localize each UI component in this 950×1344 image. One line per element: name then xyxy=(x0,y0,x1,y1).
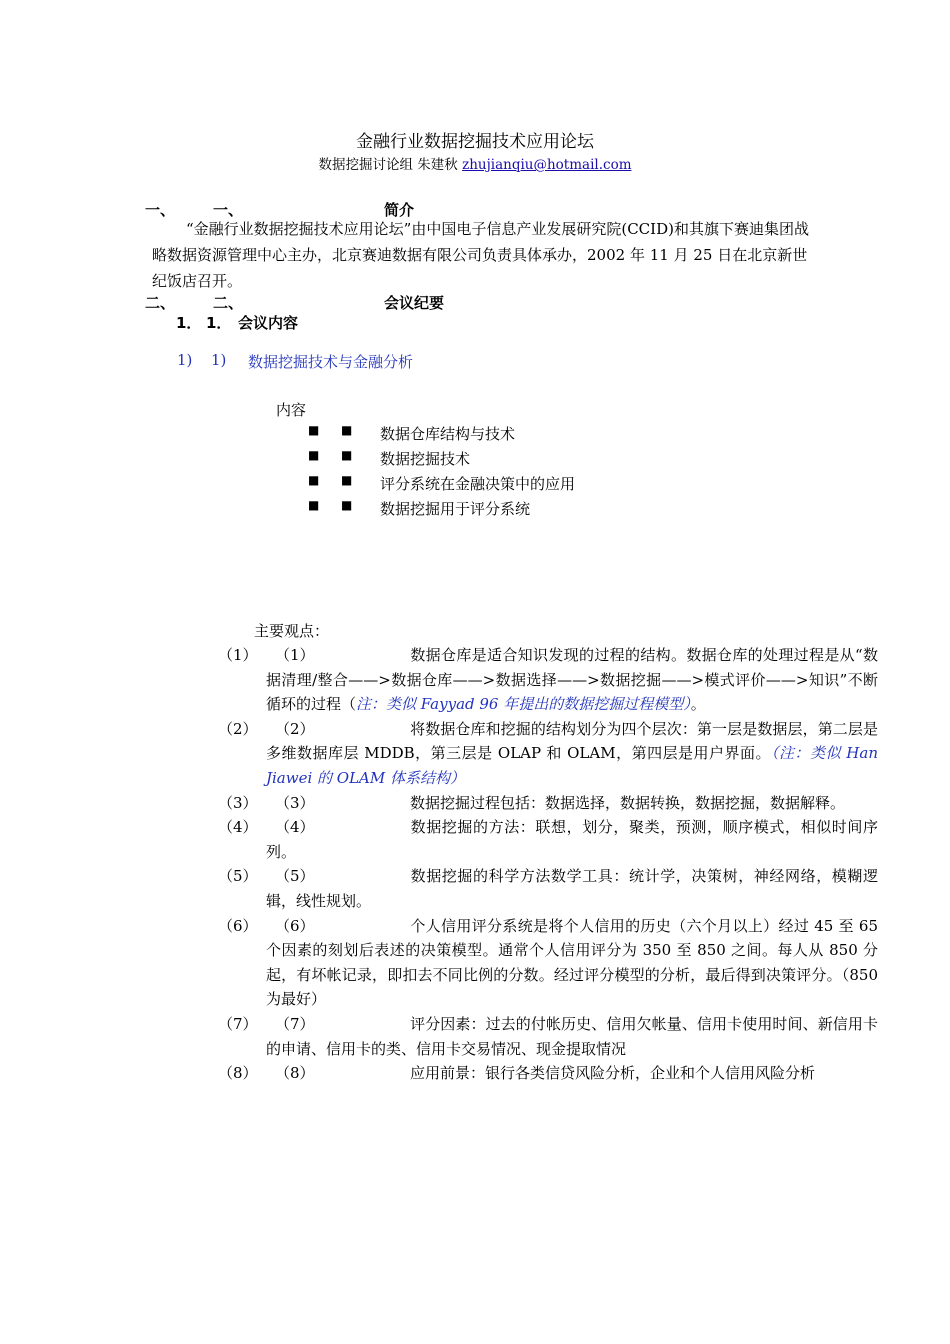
list-item xyxy=(218,1012,878,1061)
list-item xyxy=(218,815,878,864)
author-line: 数据挖掘讨论组 朱建秋 xyxy=(318,157,458,173)
document-subtitle xyxy=(0,153,950,173)
point-text: 评分因素：过去的付帐历史、信用欠帐量、信用卡使用时间、新信用卡的申请、信用卡的类、信用卡交易情况、现金提取情况 xyxy=(266,1014,878,1058)
point-number-a: （8） xyxy=(218,1064,258,1083)
list-item xyxy=(218,791,878,816)
point-number-a: （6） xyxy=(218,916,258,935)
point-number-a: （3） xyxy=(218,793,258,812)
topic-number-b: 1) xyxy=(211,351,227,369)
section-1-number-a: 一、 xyxy=(145,201,176,219)
author-email-link[interactable]: zhujianqiu@hotmail.com xyxy=(462,157,632,173)
point-text: 数据挖掘过程包括：数据选择，数据转换，数据挖掘，数据解释。 xyxy=(410,793,846,812)
point-tail: 。 xyxy=(690,695,706,714)
list-item xyxy=(308,448,575,473)
section-2-heading: 会议纪要 xyxy=(384,294,445,312)
subsection-heading: 会议内容 xyxy=(238,314,299,332)
point-note: （注：类似 Han Jiawei 的 OLAM 体系结构） xyxy=(266,744,878,787)
section-2-number-a: 二、 xyxy=(145,294,176,312)
list-item xyxy=(218,864,878,913)
section-1-number-b: 一、 xyxy=(213,201,244,219)
point-number-a: （7） xyxy=(218,1014,258,1033)
bullet-list xyxy=(308,423,575,523)
point-number-b: （8） xyxy=(275,1064,315,1083)
bullet-square-icon: ■ xyxy=(341,448,353,462)
point-number-b: （2） xyxy=(275,719,315,738)
point-text: 应用前景：银行各类信贷风险分析，企业和个人信用风险分析 xyxy=(410,1064,816,1083)
point-number-b: （7） xyxy=(275,1014,315,1033)
subsection-number-a: 1． xyxy=(176,314,202,332)
list-item xyxy=(308,423,575,448)
bullet-text: 数据仓库结构与技术 xyxy=(380,425,516,443)
list-item xyxy=(308,498,575,523)
main-points-list xyxy=(218,643,878,1086)
content-label: 内容 xyxy=(276,401,307,419)
point-number-b: （1） xyxy=(275,646,315,664)
point-number-b: （5） xyxy=(275,867,315,886)
section-1-heading: 简介 xyxy=(384,201,415,219)
bullet-text: 数据挖掘用于评分系统 xyxy=(380,500,531,518)
bullet-square-icon: ■ xyxy=(308,448,320,462)
point-text: 个人信用评分系统是将个人信用的历史（六个月以上）经过 45 至 65 个因素的刻划后表述的决策模型。通常个人信用评分为 350 至 850 之间。每人从 850 分起，有坏帐记录，即扣去不同比例的分数。经过评分模型的分析，最后得到决策评分。（850 为最好） xyxy=(266,916,878,1009)
point-number-b: （4） xyxy=(275,818,315,837)
point-number-a: （2） xyxy=(218,719,258,738)
list-item xyxy=(218,643,878,717)
subsection-number-b: 1． xyxy=(206,314,232,332)
list-item xyxy=(308,473,575,498)
point-text: 数据挖掘的科学方法数学工具：统计学，决策树，神经网络，模糊逻辑，线性规划。 xyxy=(266,867,878,910)
list-item xyxy=(218,1061,878,1086)
topic-heading: 数据挖掘技术与金融分析 xyxy=(248,353,414,371)
point-text: 数据仓库是适合知识发现的过程的结构。数据仓库的处理过程是从“数据清理/整合——>数据仓库——>数据选择——>数据挖掘——>模式评价——>知识”不断循环的过程（ xyxy=(266,646,878,714)
list-item xyxy=(218,717,878,791)
point-note: 注：类似 Fayyad 96 年提出的数据挖掘过程模型） xyxy=(356,695,691,714)
section-2-number-b: 二、 xyxy=(213,294,244,312)
bullet-square-icon: ■ xyxy=(308,473,320,487)
bullet-square-icon: ■ xyxy=(341,473,353,487)
bullet-text: 评分系统在金融决策中的应用 xyxy=(380,475,576,493)
bullet-text: 数据挖掘技术 xyxy=(380,450,471,468)
point-number-b: （6） xyxy=(275,916,315,935)
document-title: 金融行业数据挖掘技术应用论坛 xyxy=(356,132,594,152)
bullet-square-icon: ■ xyxy=(308,498,320,512)
topic-number-a: 1) xyxy=(177,351,193,369)
point-number-a: （1） xyxy=(218,646,258,664)
bullet-square-icon: ■ xyxy=(341,498,353,512)
point-text: 将数据仓库和挖掘的结构划分为四个层次：第一层是数据层，第二层是多维数据库层 MDDB，第三层是 OLAP 和 OLAM，第四层是用户界面。 xyxy=(266,719,878,763)
intro-paragraph: “金融行业数据挖掘技术应用论坛”由中国电子信息产业发展研究院(CCID)和其旗下赛迪集团战略数据资源管理中心主办，北京赛迪数据有限公司负责具体承办，2002 年 11 月 25 日在北京新世纪饭店召开。 xyxy=(152,220,809,290)
point-number-a: （5） xyxy=(218,867,258,886)
bullet-square-icon: ■ xyxy=(308,423,320,437)
main-points-label: 主要观点： xyxy=(254,622,330,640)
point-number-b: （3） xyxy=(275,793,315,812)
point-text: 数据挖掘的方法：联想，划分，聚类，预测，顺序模式，相似时间序列。 xyxy=(266,818,878,861)
point-number-a: （4） xyxy=(218,818,258,837)
list-item xyxy=(218,914,878,1012)
bullet-square-icon: ■ xyxy=(341,423,353,437)
